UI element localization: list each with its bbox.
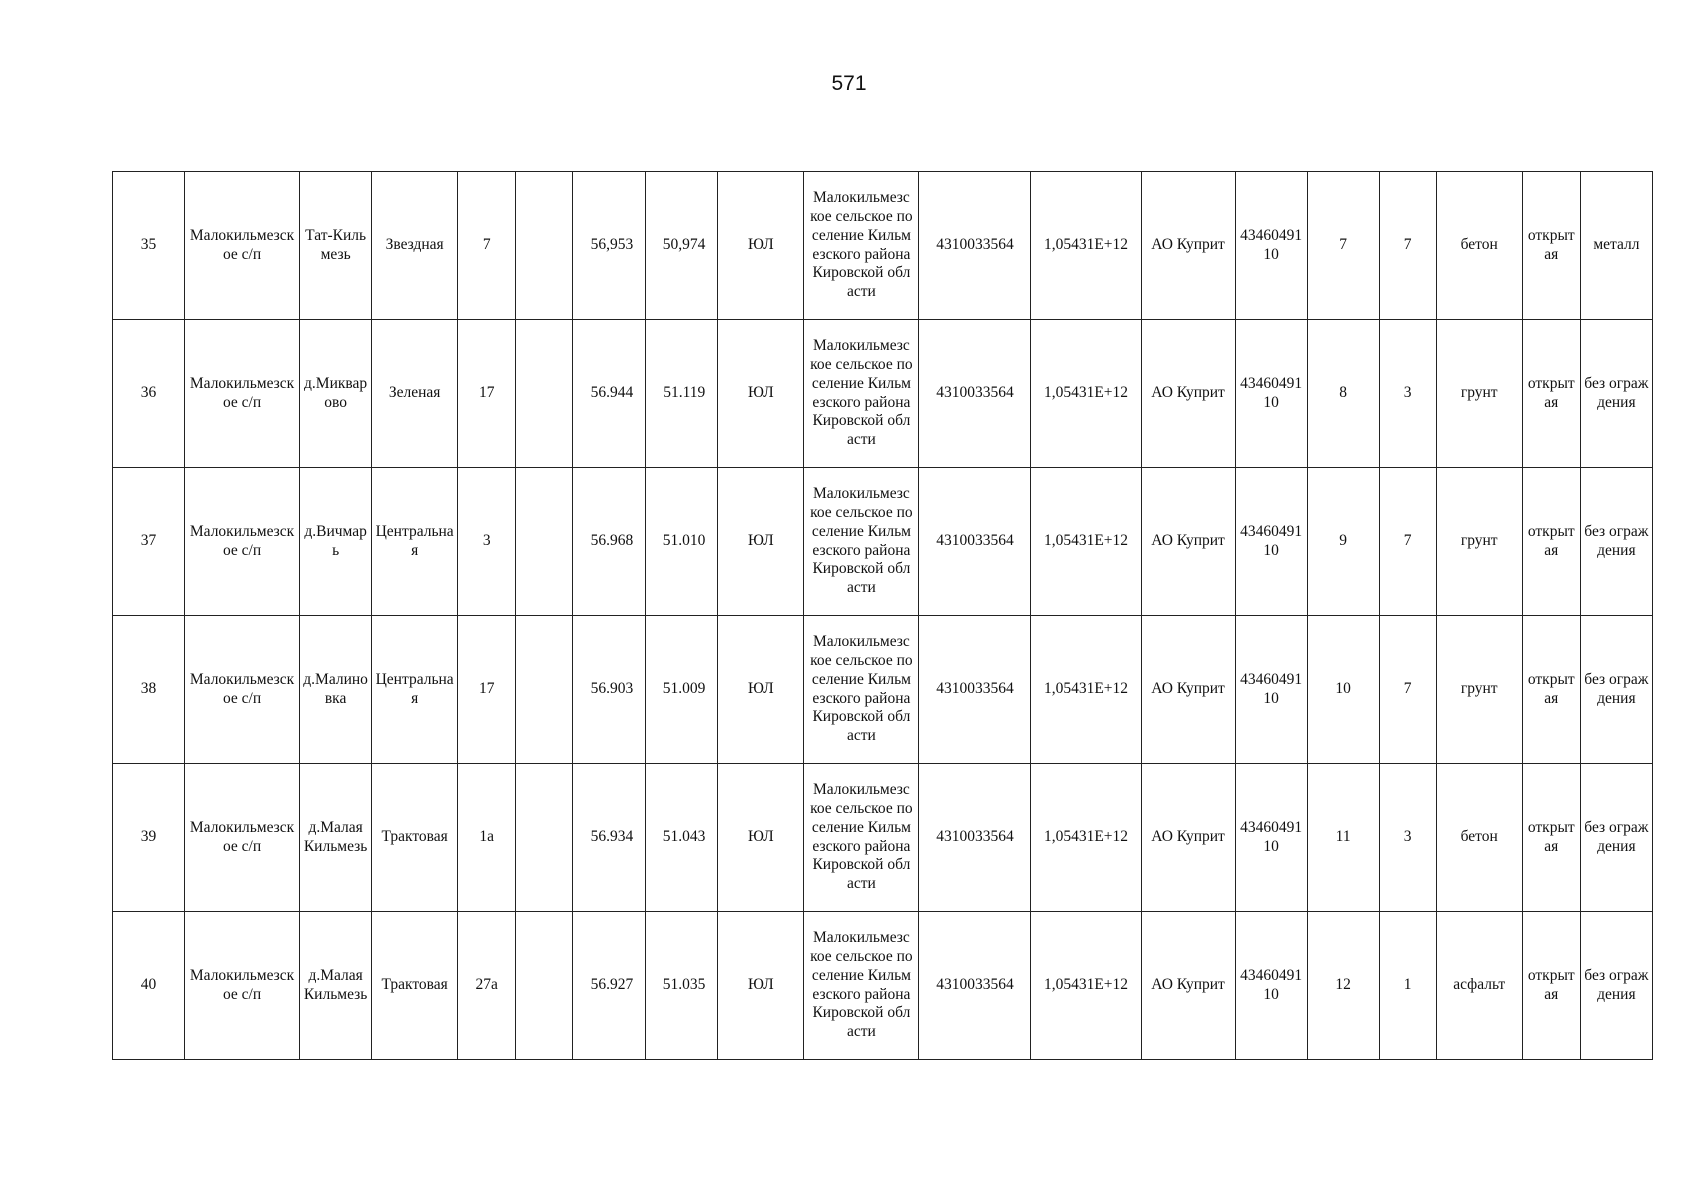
row-number-cell: 39 — [113, 764, 185, 912]
blank-cell — [516, 320, 573, 468]
street-cell: Трактовая — [372, 764, 458, 912]
blank-cell — [516, 172, 573, 320]
row-number-cell: 40 — [113, 912, 185, 1060]
longitude-cell: 51.035 — [646, 912, 718, 1060]
locality-cell: д.Малиновка — [300, 616, 372, 764]
settlement-cell: Малокильмезское с/п — [185, 616, 300, 764]
company-cell: АО Куприт — [1141, 912, 1235, 1060]
count-a-cell: 11 — [1307, 764, 1379, 912]
entity-type-cell: ЮЛ — [718, 320, 804, 468]
house-cell: 3 — [458, 468, 516, 616]
site-type-cell: открытая — [1522, 912, 1580, 1060]
site-type-cell: открытая — [1522, 320, 1580, 468]
blank-cell — [516, 764, 573, 912]
count-b-cell: 7 — [1379, 468, 1436, 616]
longitude-cell: 51.010 — [646, 468, 718, 616]
inn-cell: 4310033564 — [919, 912, 1031, 1060]
count-a-cell: 9 — [1307, 468, 1379, 616]
owner-cell: Малокильмезское сельское поселение Кильмезского района Кировской области — [804, 912, 919, 1060]
count-a-cell: 8 — [1307, 320, 1379, 468]
inn-cell: 4310033564 — [919, 468, 1031, 616]
count-b-cell: 1 — [1379, 912, 1436, 1060]
row-number-cell: 38 — [113, 616, 185, 764]
house-cell: 17 — [458, 320, 516, 468]
code-cell: 4346049110 — [1235, 912, 1307, 1060]
row-number-cell: 35 — [113, 172, 185, 320]
entity-type-cell: ЮЛ — [718, 468, 804, 616]
fence-cell: без ограждения — [1580, 912, 1652, 1060]
surface-cell: бетон — [1436, 764, 1522, 912]
entity-type-cell: ЮЛ — [718, 616, 804, 764]
street-cell: Трактовая — [372, 912, 458, 1060]
count-b-cell: 7 — [1379, 616, 1436, 764]
longitude-cell: 51.009 — [646, 616, 718, 764]
table-row — [113, 468, 1653, 616]
company-cell: АО Куприт — [1141, 172, 1235, 320]
longitude-cell: 51.119 — [646, 320, 718, 468]
surface-cell: бетон — [1436, 172, 1522, 320]
code-cell: 4346049110 — [1235, 172, 1307, 320]
surface-cell: грунт — [1436, 468, 1522, 616]
settlement-cell: Малокильмезское с/п — [185, 320, 300, 468]
entity-type-cell: ЮЛ — [718, 764, 804, 912]
house-cell: 27а — [458, 912, 516, 1060]
ogrn-cell: 1,05431E+12 — [1031, 616, 1141, 764]
table-row — [113, 172, 1653, 320]
owner-cell: Малокильмезское сельское поселение Кильмезского района Кировской области — [804, 320, 919, 468]
table-row — [113, 764, 1653, 912]
site-type-cell: открытая — [1522, 764, 1580, 912]
locality-cell: д.Малая Кильмезь — [300, 764, 372, 912]
house-cell: 7 — [458, 172, 516, 320]
settlement-cell: Малокильмезское с/п — [185, 468, 300, 616]
company-cell: АО Куприт — [1141, 468, 1235, 616]
count-a-cell: 12 — [1307, 912, 1379, 1060]
inn-cell: 4310033564 — [919, 172, 1031, 320]
row-number-cell: 37 — [113, 468, 185, 616]
fence-cell: металл — [1580, 172, 1652, 320]
blank-cell — [516, 616, 573, 764]
ogrn-cell: 1,05431E+12 — [1031, 764, 1141, 912]
longitude-cell: 50,974 — [646, 172, 718, 320]
code-cell: 4346049110 — [1235, 320, 1307, 468]
inn-cell: 4310033564 — [919, 764, 1031, 912]
surface-cell: грунт — [1436, 616, 1522, 764]
company-cell: АО Куприт — [1141, 320, 1235, 468]
street-cell: Звездная — [372, 172, 458, 320]
site-type-cell: открытая — [1522, 172, 1580, 320]
owner-cell: Малокильмезское сельское поселение Кильмезского района Кировской области — [804, 468, 919, 616]
locality-cell: Тат-Кильмезь — [300, 172, 372, 320]
latitude-cell: 56.934 — [573, 764, 646, 912]
code-cell: 4346049110 — [1235, 468, 1307, 616]
longitude-cell: 51.043 — [646, 764, 718, 912]
entity-type-cell: ЮЛ — [718, 912, 804, 1060]
count-b-cell: 3 — [1379, 764, 1436, 912]
latitude-cell: 56.903 — [573, 616, 646, 764]
locality-cell: д.Микварово — [300, 320, 372, 468]
fence-cell: без ограждения — [1580, 616, 1652, 764]
entity-type-cell: ЮЛ — [718, 172, 804, 320]
row-number-cell: 36 — [113, 320, 185, 468]
blank-cell — [516, 912, 573, 1060]
site-type-cell: открытая — [1522, 616, 1580, 764]
owner-cell: Малокильмезское сельское поселение Кильмезского района Кировской области — [804, 764, 919, 912]
surface-cell: грунт — [1436, 320, 1522, 468]
house-cell: 17 — [458, 616, 516, 764]
register-body — [113, 172, 1653, 1060]
latitude-cell: 56,953 — [573, 172, 646, 320]
fence-cell: без ограждения — [1580, 320, 1652, 468]
inn-cell: 4310033564 — [919, 616, 1031, 764]
company-cell: АО Куприт — [1141, 616, 1235, 764]
count-b-cell: 3 — [1379, 320, 1436, 468]
ogrn-cell: 1,05431E+12 — [1031, 912, 1141, 1060]
site-type-cell: открытая — [1522, 468, 1580, 616]
latitude-cell: 56.944 — [573, 320, 646, 468]
latitude-cell: 56.927 — [573, 912, 646, 1060]
settlement-cell: Малокильмезское с/п — [185, 172, 300, 320]
count-a-cell: 7 — [1307, 172, 1379, 320]
street-cell: Центральная — [372, 468, 458, 616]
code-cell: 4346049110 — [1235, 764, 1307, 912]
house-cell: 1а — [458, 764, 516, 912]
latitude-cell: 56.968 — [573, 468, 646, 616]
ogrn-cell: 1,05431E+12 — [1031, 172, 1141, 320]
settlement-cell: Малокильмезское с/п — [185, 912, 300, 1060]
ogrn-cell: 1,05431E+12 — [1031, 468, 1141, 616]
settlement-cell: Малокильмезское с/п — [185, 764, 300, 912]
code-cell: 4346049110 — [1235, 616, 1307, 764]
table-row — [113, 320, 1653, 468]
locality-cell: д.Вичмарь — [300, 468, 372, 616]
owner-cell: Малокильмезское сельское поселение Кильмезского района Кировской области — [804, 172, 919, 320]
street-cell: Зеленая — [372, 320, 458, 468]
fence-cell: без ограждения — [1580, 764, 1652, 912]
street-cell: Центральная — [372, 616, 458, 764]
ogrn-cell: 1,05431E+12 — [1031, 320, 1141, 468]
count-b-cell: 7 — [1379, 172, 1436, 320]
owner-cell: Малокильмезское сельское поселение Кильмезского района Кировской области — [804, 616, 919, 764]
table-row — [113, 616, 1653, 764]
locality-cell: д.Малая Кильмезь — [300, 912, 372, 1060]
company-cell: АО Куприт — [1141, 764, 1235, 912]
table-row — [113, 912, 1653, 1060]
blank-cell — [516, 468, 573, 616]
count-a-cell: 10 — [1307, 616, 1379, 764]
surface-cell: асфальт — [1436, 912, 1522, 1060]
inn-cell: 4310033564 — [919, 320, 1031, 468]
register-table — [112, 171, 1653, 1060]
page-number: 571 — [831, 72, 867, 95]
fence-cell: без ограждения — [1580, 468, 1652, 616]
